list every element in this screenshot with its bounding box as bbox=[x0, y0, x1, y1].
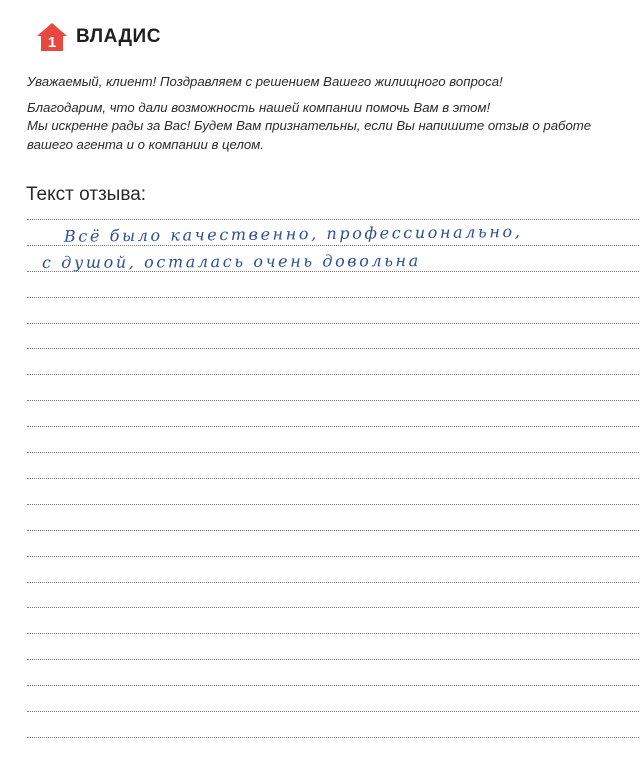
ruled-line bbox=[27, 556, 639, 557]
review-title: Текст отзыва: bbox=[26, 184, 147, 205]
greeting-line: Уважаемый, клиент! Поздравляем с решением Вашего жилищного вопроса! bbox=[27, 74, 503, 89]
ruled-line bbox=[27, 400, 639, 401]
thanks-line-2: Мы искренне рады за Вас! Будем Вам признательны, если Вы напишите отзыв о работе bbox=[27, 118, 592, 133]
handwritten-line-1: Всё было качественно, профессионально, bbox=[63, 221, 523, 246]
thanks-line-1: Благодарим, что дали возможность нашей компании помочь Вам в этом! bbox=[27, 99, 491, 115]
thanks-line-3: вашего агента и о компании в целом. bbox=[27, 136, 264, 152]
logo-badge-number: 1 bbox=[47, 34, 57, 51]
ruled-line bbox=[27, 374, 639, 375]
ruled-line bbox=[27, 685, 639, 686]
ruled-line bbox=[27, 737, 639, 738]
ruled-line bbox=[27, 478, 639, 479]
handwritten-review bbox=[41, 221, 632, 276]
ruled-line bbox=[27, 582, 639, 583]
ruled-line bbox=[27, 530, 639, 531]
ruled-line bbox=[27, 348, 639, 349]
writing-lines bbox=[27, 0, 639, 768]
ruled-line bbox=[27, 426, 639, 427]
ruled-line bbox=[27, 323, 639, 324]
brand-name: ВЛАДИС bbox=[76, 26, 161, 47]
handwritten-line-2: с душой, осталась очень довольна bbox=[41, 251, 421, 272]
ruled-line bbox=[27, 659, 639, 660]
ruled-line bbox=[27, 297, 639, 298]
ruled-line bbox=[27, 607, 639, 608]
ruled-line bbox=[27, 452, 639, 453]
ruled-line bbox=[27, 504, 639, 505]
ruled-line bbox=[27, 633, 639, 634]
ruled-line bbox=[27, 711, 639, 712]
